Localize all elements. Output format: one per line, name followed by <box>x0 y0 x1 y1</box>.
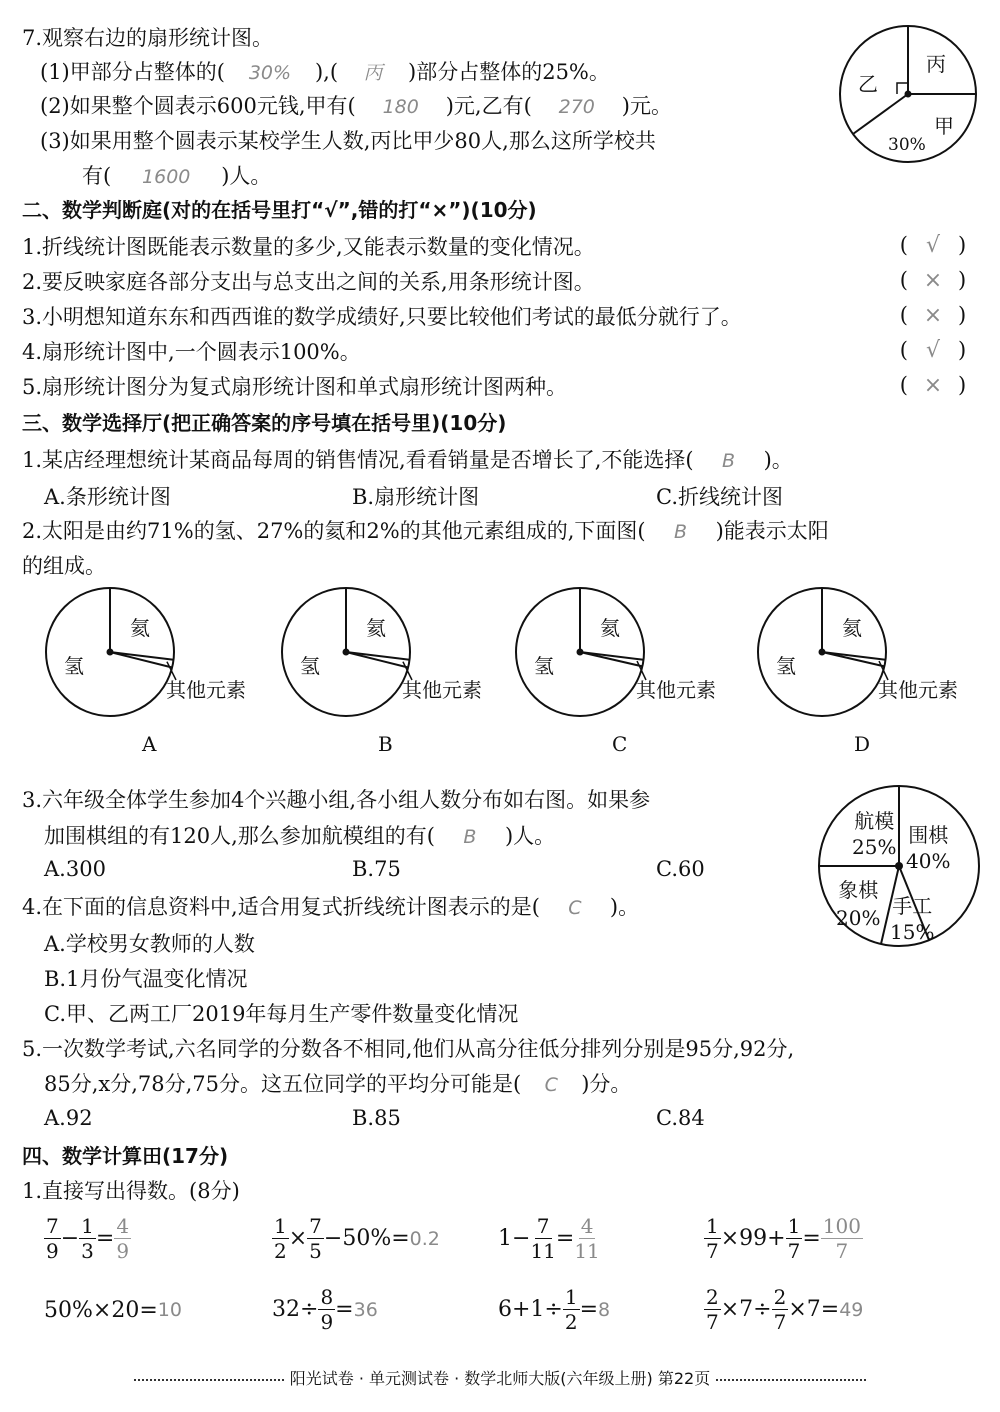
pie-label-yi: 乙 <box>858 72 878 96</box>
q1-option-b: B.扇形统计图 <box>352 485 480 509</box>
pie-label-left: 氢 <box>300 654 320 678</box>
page-footer: 阳光试卷 · 单元测试卷 · 数学北师大版(六年级上册) 第22页 <box>40 1366 960 1389</box>
pie-label-top: 氦 <box>366 616 386 640</box>
q4-option-c: C.甲、乙两工厂2019年每月生产零件数量变化情况 <box>44 1002 519 1026</box>
pie-center <box>819 649 826 656</box>
judgment-item: 2.要反映家庭各部分支出与总支出之间的关系,用条形统计图。 <box>22 270 595 294</box>
q1-option-c: C.折线统计图 <box>656 485 783 509</box>
sec3-heading: 三、数学选择厅(把正确答案的序号填在括号里)(10分) <box>22 411 507 435</box>
pie-label-top: 氦 <box>600 616 620 640</box>
q5-option-b: B.85 <box>352 1106 401 1130</box>
calc-2: $\frac{1}{2}$ × $\frac{7}{5}$ −50%= 0.2 <box>274 1214 440 1263</box>
slice-edge <box>346 652 410 660</box>
pie-label-left: 氢 <box>64 654 84 678</box>
slice-edge <box>110 652 174 660</box>
judgment-item: 5.扇形统计图分为复式扇形统计图和单式扇形统计图两种。 <box>22 375 568 399</box>
sec3-q2-line1: 2.太阳是由约71%的氢、27%的氦和2%的其他元素组成的,下面图( B )能表示太阳 <box>22 519 829 543</box>
q7-part1: (1)甲部分占整体的( 30% ),( 丙 )部分占整体的25%。 <box>40 60 610 84</box>
pie-option-letter: A <box>142 732 157 756</box>
pie-center <box>107 649 114 656</box>
sec3-q5-line1: 5.一次数学考试,六名同学的分数各不相同,他们从高分往低分排列分别是95分,92分, <box>22 1037 795 1061</box>
q4-option-a: A.学校男女教师的人数 <box>44 932 255 956</box>
q7-part2: (2)如果整个圆表示600元钱,甲有( 180 )元,乙有( 270 )元。 <box>40 94 672 118</box>
q7-part3-line1: (3)如果用整个圆表示某校学生人数,丙比甲少80人,那么这所学校共 <box>40 129 656 153</box>
pie-option-letter: D <box>854 732 871 756</box>
sec2-heading: 二、数学判断庭(对的在括号里打“√”,错的打“×”)(10分) <box>22 198 537 222</box>
calc-6: 32÷ $\frac{8}{9}$ = 36 <box>272 1285 378 1334</box>
q5-option-c: C.84 <box>656 1106 705 1130</box>
pie-option-letter: B <box>378 732 393 756</box>
pie-label-other: 其他元素 <box>636 678 716 702</box>
pie-hangmo: 航模 25% <box>852 809 897 859</box>
footer-dots-right <box>716 1379 866 1381</box>
pie-label-other: 其他元素 <box>402 678 482 702</box>
pie-xiangqi: 象棋 20% <box>836 878 881 930</box>
judgment-mark: ( √ ) <box>899 338 967 363</box>
calc-5: 50%×20= 10 <box>44 1297 182 1323</box>
sec3-q5-line2: 85分,x分,78分,75分。这五位同学的平均分可能是( C )分。 <box>44 1072 632 1096</box>
footer-dots-left <box>134 1379 284 1381</box>
calc-1: $\frac{7}{9}$ − $\frac{1}{3}$ = $\frac{4}{9}$ <box>46 1214 130 1263</box>
pie-label-jia: 甲 <box>934 114 954 138</box>
judgment-mark: ( √ ) <box>899 233 967 258</box>
calc-4: $\frac{1}{7}$ ×99+ $\frac{1}{7}$ = $\frac{100}{7}$ <box>706 1214 861 1263</box>
calc-8: $\frac{2}{7}$ ×7÷ $\frac{2}{7}$ ×7= 49 <box>706 1285 864 1334</box>
slice-edge <box>346 652 408 667</box>
sec4-sub1: 1.直接写出得数。(8分) <box>22 1179 240 1203</box>
sec3-q2-line2: 的组成。 <box>22 554 106 578</box>
pie-center <box>343 649 350 656</box>
pie-label-bing: 丙 <box>926 52 946 76</box>
pie-label-pct: 30% <box>888 135 926 155</box>
pie-label-left: 氢 <box>776 654 796 678</box>
judgment-mark: ( × ) <box>899 373 967 398</box>
pie-weiqi: 围棋 40% <box>906 823 951 873</box>
slice-edge <box>110 652 172 667</box>
q3-option-c: C.60 <box>656 857 705 881</box>
sec3-q1: 1.某店经理想统计某商品每周的销售情况,看看销量是否增长了,不能选择( B )。 <box>22 448 793 472</box>
pie-option-letter: C <box>612 732 628 756</box>
q1-option-a: A.条形统计图 <box>44 485 171 509</box>
judgment-item: 1.折线统计图既能表示数量的多少,又能表示数量的变化情况。 <box>22 235 595 259</box>
judgment-item: 4.扇形统计图中,一个圆表示100%。 <box>22 340 361 364</box>
judgment-mark: ( × ) <box>899 268 967 293</box>
q7-title: 7.观察右边的扇形统计图。 <box>22 26 274 50</box>
pie-label-other: 其他元素 <box>878 678 958 702</box>
q5-option-a: A.92 <box>44 1106 93 1130</box>
pie-shougong: 手工 15% <box>890 894 935 944</box>
calc-7: 6+1÷ $\frac{1}{2}$ = 8 <box>498 1285 611 1334</box>
sec3-q4: 4.在下面的信息资料中,适合用复式折线统计图表示的是( C )。 <box>22 895 640 919</box>
pie-label-top: 氦 <box>130 616 150 640</box>
pie-label-other: 其他元素 <box>166 678 246 702</box>
q3-option-a: A.300 <box>44 857 106 881</box>
sec3-q3-line2: 加围棋组的有120人,那么参加航模组的有( B )人。 <box>44 824 556 848</box>
q4-option-b: B.1月份气温变化情况 <box>44 967 248 991</box>
pie-label-top: 氦 <box>842 616 862 640</box>
q7-part3-line2: 有( 1600 )人。 <box>82 164 272 188</box>
sec3-q3-line1: 3.六年级全体学生参加4个兴趣小组,各小组人数分布如右图。如果参 <box>22 788 651 812</box>
calc-3: 1− $\frac{7}{11}$ = $\frac{4}{11}$ <box>498 1214 600 1263</box>
pie-label-left: 氢 <box>534 654 554 678</box>
q3-option-b: B.75 <box>352 857 401 881</box>
judgment-mark: ( × ) <box>899 303 967 328</box>
pie-center <box>577 649 584 656</box>
sec4-heading: 四、数学计算田(17分) <box>22 1144 229 1168</box>
judgment-item: 3.小明想知道东东和西西谁的数学成绩好,只要比较他们考试的最低分就行了。 <box>22 305 742 329</box>
